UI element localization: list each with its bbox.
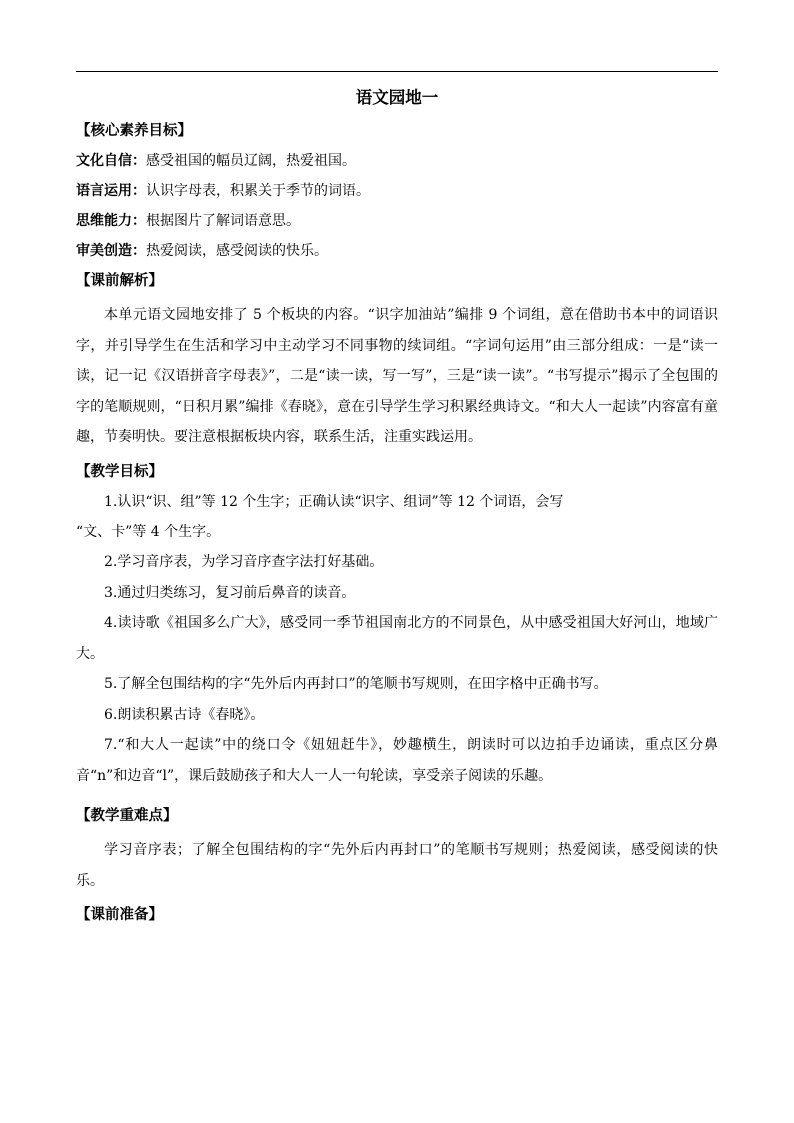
core-goal-text: 认识字母表，积累关于季节的词语。	[146, 183, 370, 199]
goal-item: 6.朗读积累古诗《春晓》。	[104, 706, 265, 723]
core-goal-label: 思维能力：	[76, 213, 146, 229]
core-goal-thinking	[76, 206, 718, 236]
section-heading-keypoints: 【教学重难点】	[76, 808, 178, 824]
core-goal-text: 热爱阅读，感受阅读的快乐。	[146, 243, 328, 259]
document-title: 语文园地一	[355, 88, 439, 107]
core-goal-label: 语言运用：	[76, 183, 146, 199]
section-heading-prep: 【课前准备】	[76, 907, 163, 923]
core-goal-culture	[76, 146, 718, 176]
core-goal-text: 感受祖国的幅员辽阔，热爱祖国。	[146, 153, 356, 169]
goal-item-1-line2: “文、卡”等 4 个生字。	[76, 524, 221, 540]
core-goal-aesthetic	[76, 236, 718, 266]
goal-item: 5.了解全包围结构的字“先外后内再封口”的笔顺书写规则，在田字格中正确书写。	[104, 676, 608, 692]
keypoints-paragraph: 学习音序表；了解全包围结构的字“先外后内再封口”的笔顺书写规则；热爱阅读，感受阅读的快乐。	[76, 842, 718, 889]
goal-item: 3.通过归类练习，复习前后鼻音的读音。	[104, 584, 356, 601]
goal-item: 7.“和大人一起读”中的绕口令《妞妞赶牛》，妙趣横生，朗读时可以边拍手边诵读，重点区分鼻音“n”和边音“l”，课后鼓励孩子和大人一人一句轮读，享受亲子阅读的乐趣。	[76, 737, 718, 784]
core-goal-text: 根据图片了解词语意思。	[146, 213, 300, 229]
goal-item: 4.读诗歌《祖国多么广大》，感受同一季节祖国南北方的不同景色，从中感受祖国大好河山，地域广大。	[76, 615, 718, 662]
goal-item-1-line1: 1.认识“识、组”等 12 个生字；正确认读“识字、组词”等 12 个词语，会写	[104, 493, 564, 510]
document-body	[76, 84, 718, 930]
section-heading-goals: 【教学目标】	[76, 463, 163, 480]
core-goal-language	[76, 176, 718, 206]
section-heading-analysis: 【课前解析】	[76, 273, 163, 289]
header-rule	[76, 71, 718, 72]
analysis-paragraph: 本单元语文园地安排了 5 个板块的内容。“识字加油站”编排 9 个词组，意在借助书本中的词语识字，并引导学生在生活和学习中主动学习不同事物的续词组。“字词句运用”由三部分组成：一是“读一读，记一记《汉语拼音字母表》”，二是“读一读，写一写”，三是“读一读”。“书写提示”揭示了全包围的字的笔顺规则，“日积月累”编排《春晓》，意在引导学生学习积累经典诗文。“和大人一起读”内容富有童趣，节奏明快。要注意根据板块内容，联系生活，注重实践运用。	[76, 307, 718, 445]
core-goal-label: 文化自信：	[76, 153, 146, 169]
goal-item: 2.学习音序表，为学习音序查字法打好基础。	[104, 554, 384, 570]
core-goal-label: 审美创造：	[76, 243, 146, 259]
section-heading-core: 【核心素养目标】	[76, 123, 192, 139]
